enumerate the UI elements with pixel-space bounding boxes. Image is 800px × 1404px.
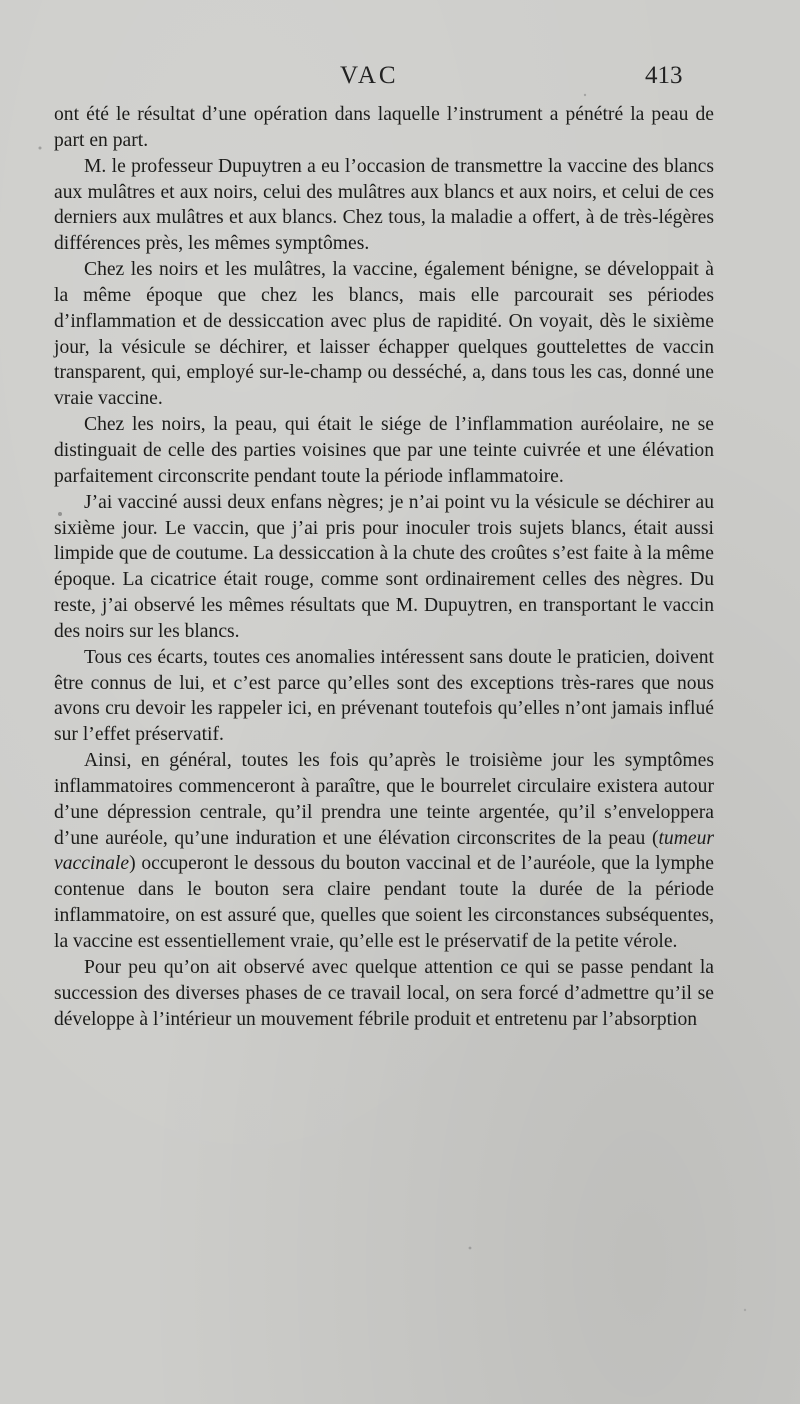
paragraph-enfans-negres: J’ai vacciné aussi deux enfans nègres; je n’ai point vu la vésicule se déchirer au sixième jour. Le vaccin, que j’ai pris pour inoculer trois sujets blancs, était aussi limpide que de coutume. La dessiccation à la chute des croûtes s’est faite à la même époque. La cicatrice était rouge, comme sont ordinairement celles des nègres. Du reste, j’ai observé les mêmes résultats que M. Dupuytren, en transportant le vaccin des noirs sur les blancs.: [54, 491, 714, 642]
page-number: 413: [645, 62, 683, 89]
italic-term: tumeur vaccinale: [54, 827, 714, 875]
paragraph-continuation: ont été le résultat d’une opération dans laquelle l’instrument a pénétré la peau de part en part.: [54, 104, 714, 151]
paragraph-ainsi-part-1: Ainsi, en général, toutes les fois qu’après le troisième jour les symptômes inflammatoires commenceront à paraître, que le bourrelet circulaire existera autour d’une dépression centrale, qu’il prendra une teinte argentée, qu’il s’enveloppera d’une auréole, qu’une induration et une élévation circonscrites de la peau (: [54, 750, 714, 849]
paragraph-noirs-mulatres: Chez les noirs et les mulâtres, la vaccine, également bénigne, se développait à la même époque que chez les blancs, mais elle parcourait ses périodes d’inflammation et de dessiccation avec plus de rapidité. On voyait, dès le sixième jour, la vésicule se déchirer, et laisser échapper quelques gouttelettes de vaccin transparent, qui, employé sur-le-champ ou desséché, a, dans tous les cas, donné une vraie vaccine.: [54, 259, 714, 410]
running-head: [0, 62, 800, 98]
paragraph-pour-peu: Pour peu qu’on ait observé avec quelque attention ce qui se passe pendant la succession des diverses phases de ce travail local, on sera forcé d’admettre qu’il se développe à l’intérieur un mouvement fébrile produit et entretenu par l’absorption: [54, 956, 714, 1030]
paragraph-ecarts: Tous ces écarts, toutes ces anomalies intéressent sans doute le praticien, doivent être connus de lui, et c’est parce qu’elles sont des exceptions très-rares que nous avons cru devoir les rappeler ici, en prévenant toutefois qu’elles n’ont jamais influé sur l’effet préservatif.: [54, 646, 714, 746]
paragraph-peau-noirs: Chez les noirs, la peau, qui était le siége de l’inflammation auréolaire, ne se distinguait de celle des parties voisines que par une teinte cuivrée et une élévation parfaitement circonscrite pendant toute la période inflammatoire.: [54, 414, 714, 487]
running-title: VAC: [340, 62, 399, 89]
paragraph-ainsi-part-2: ) occuperont le dessous du bouton vaccinal et de l’auréole, que la lymphe contenue dans le bouton sera claire pendant toute la durée de la période inflammatoire, on est assuré que, quelles que soient les circonstances subséquentes, la vaccine est essentiellement vraie, qu’elle est le préservatif de la petite vérole.: [54, 853, 714, 952]
paragraph-ainsi: [54, 748, 714, 955]
paragraph-dupuytren: M. le professeur Dupuytren a eu l’occasion de transmettre la vaccine des blancs aux mulâtres et aux noirs, celui des mulâtres aux blancs et aux noirs, et celui de ces derniers aux mulâtres et aux blancs. Chez tous, la maladie a offert, à de très-légères différences près, les mêmes symptômes.: [54, 155, 714, 255]
body-text: [54, 102, 714, 1032]
